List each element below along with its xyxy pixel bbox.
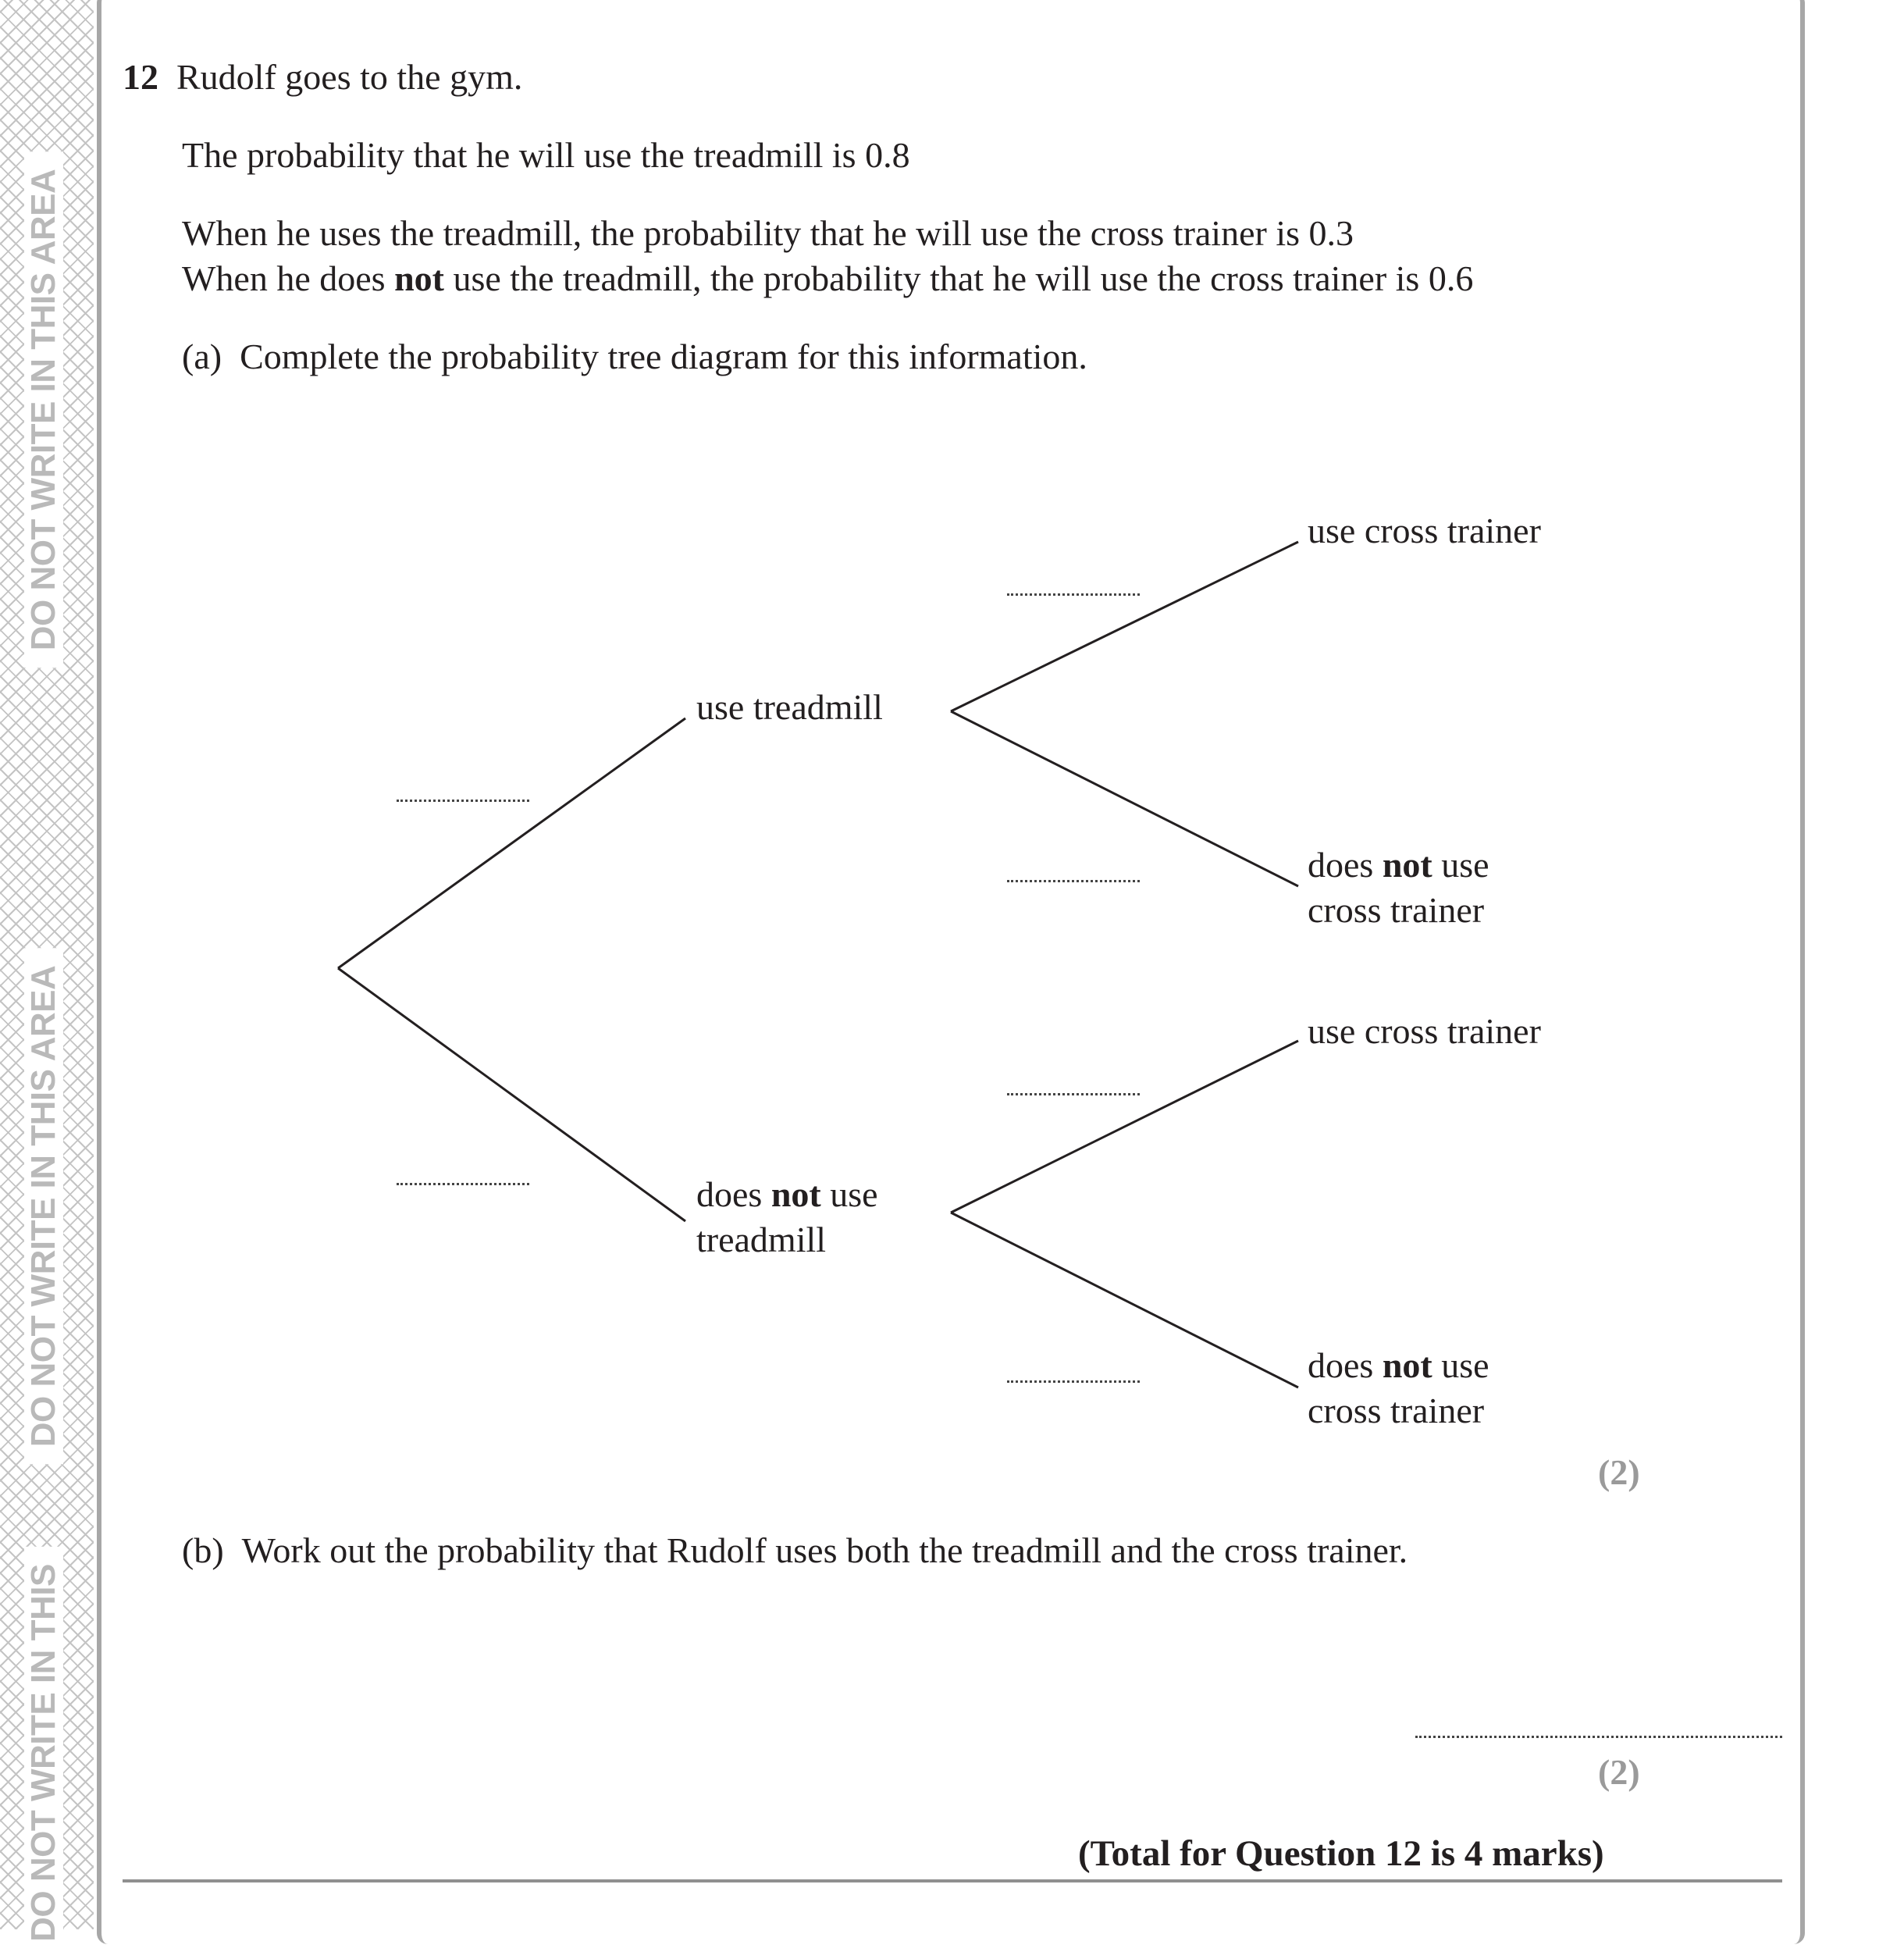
margin-warning: DO NOT WRITE IN THIS (24, 1547, 63, 1959)
branch-use-cross-trainer-1 (951, 542, 1298, 711)
cross-trainer-given-treadmill-text: When he uses the treadmill, the probability that he will use the cross trainer is 0.3 (182, 213, 1354, 253)
part-a-text: Complete the probability tree diagram for this information. (240, 337, 1087, 376)
label-use-treadmill: use treadmill (696, 687, 883, 727)
probability-blank-not-use-treadmill[interactable] (397, 1183, 529, 1185)
label-not-use-treadmill: does not use treadmill (696, 1174, 878, 1259)
total-marks: (Total for Question 12 is 4 marks) (1078, 1833, 1604, 1874)
probability-blank-use-cross-trainer-2[interactable] (1007, 1093, 1140, 1095)
label-use-cross-trainer: use cross trainer (1308, 1011, 1541, 1051)
branch-use-treadmill (338, 718, 685, 968)
part-a-label: (a) (182, 337, 222, 376)
cross-trainer-given-no-treadmill-text: When he does not use the treadmill, the probability that he will use the cross trainer is 0.6 (182, 258, 1474, 298)
branch-not-use-cross-trainer-1 (951, 711, 1298, 886)
treadmill-probability-text: The probability that he will use the treadmill is 0.8 (182, 135, 910, 175)
probability-blank-use-cross-trainer-1[interactable] (1007, 593, 1140, 596)
probability-blank-use-treadmill[interactable] (397, 800, 529, 802)
margin-warning: DO NOT WRITE IN THIS AREA (24, 152, 63, 668)
question-intro-text: Rudolf goes to the gym. (176, 57, 523, 97)
label-not-use-cross-trainer: does not use cross trainer (1308, 1345, 1489, 1430)
probability-blank-not-use-cross-trainer-1[interactable] (1007, 880, 1140, 882)
branch-use-cross-trainer-2 (951, 1041, 1298, 1213)
part-a-marks: (2) (1598, 1452, 1640, 1492)
part-b-prompt (182, 1528, 1408, 1573)
bottom-rule (123, 1879, 1782, 1882)
label-use-cross-trainer: use cross trainer (1308, 511, 1541, 550)
part-b-label: (b) (182, 1530, 224, 1570)
branch-not-use-cross-trainer-2 (951, 1213, 1298, 1387)
question-number: 12 (123, 57, 158, 97)
probability-blank-not-use-cross-trainer-2[interactable] (1007, 1380, 1140, 1383)
part-b-text: Work out the probability that Rudolf uses both the treadmill and the cross trainer. (241, 1530, 1408, 1570)
label-not-use-cross-trainer: does not use cross trainer (1308, 845, 1489, 930)
margin-warning: DO NOT WRITE IN THIS AREA (24, 949, 63, 1465)
part-b-answer-line[interactable] (1415, 1736, 1782, 1738)
part-b-marks: (2) (1598, 1752, 1640, 1792)
